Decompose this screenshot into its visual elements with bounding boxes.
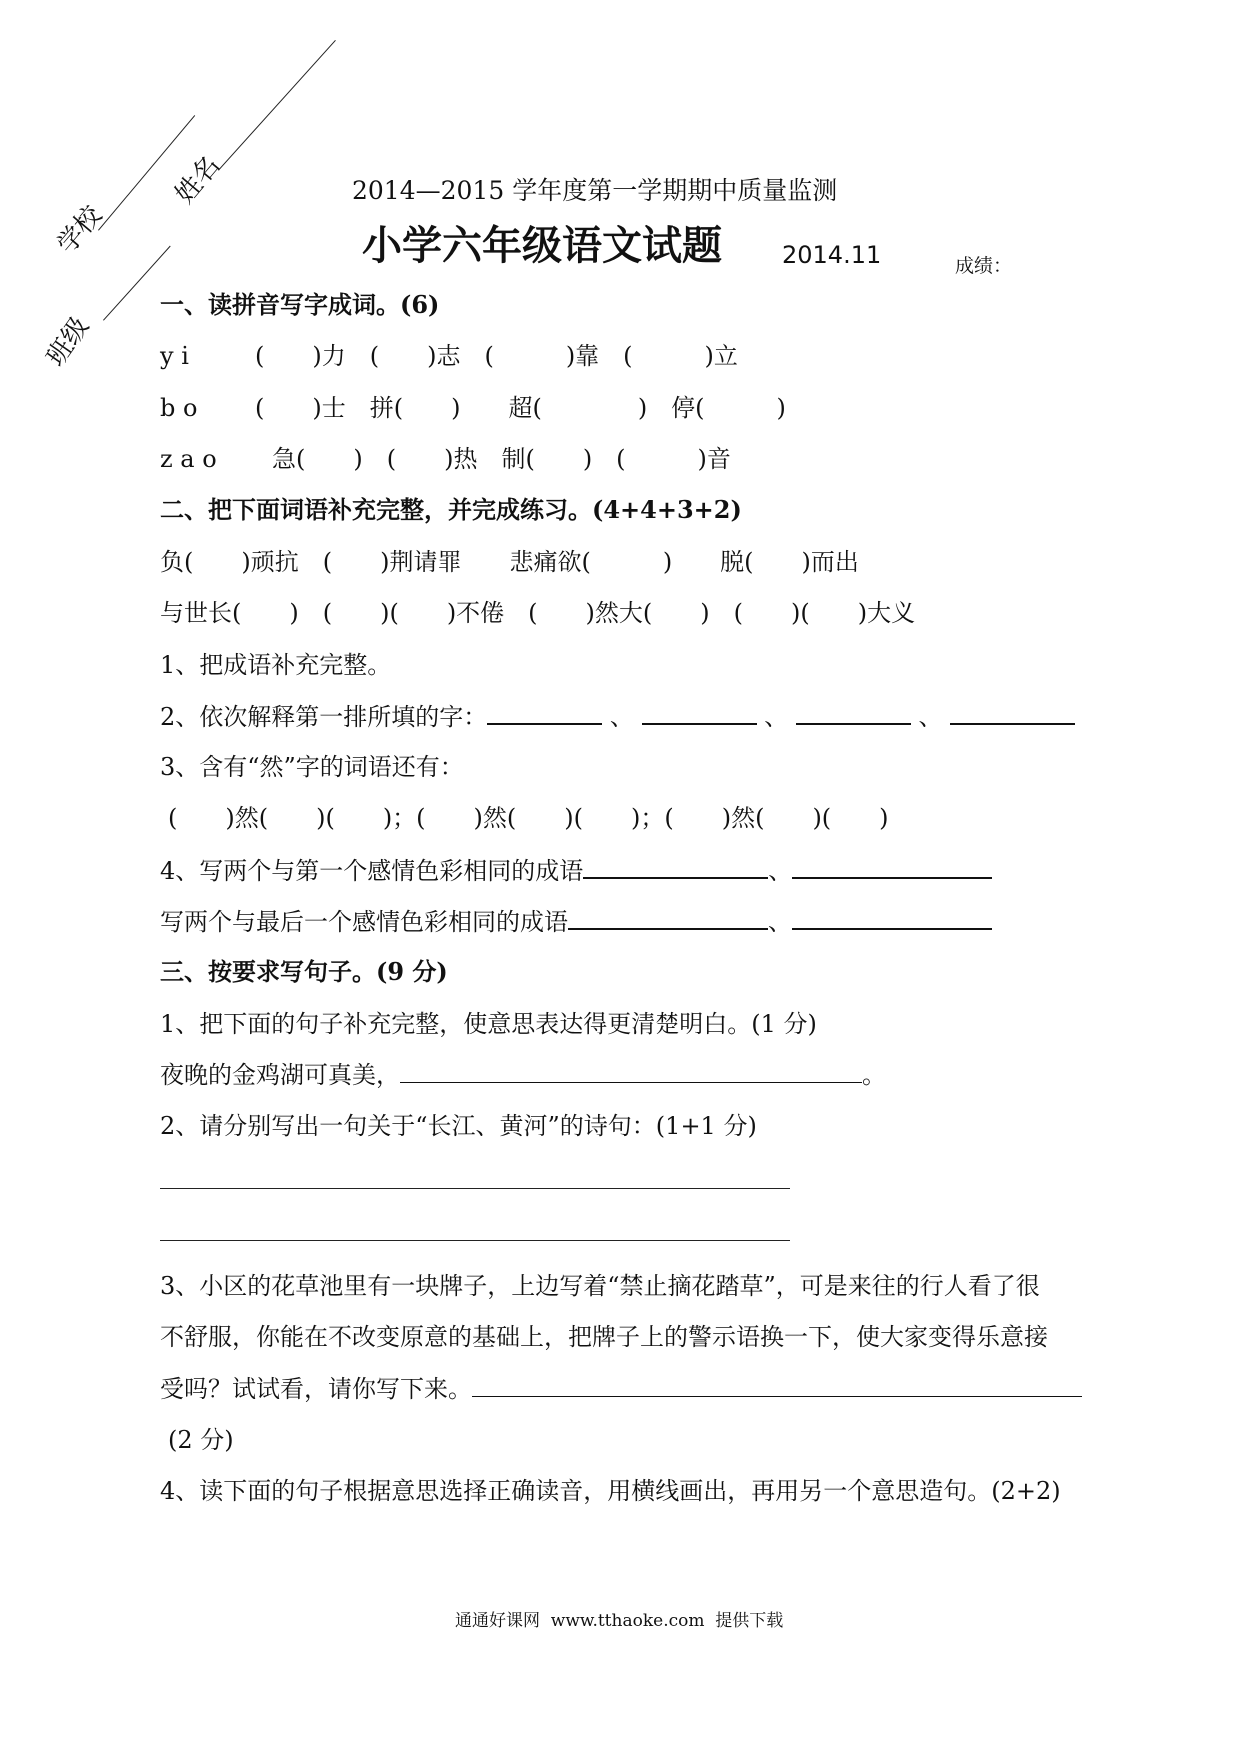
answer-blank[interactable] xyxy=(950,701,1075,725)
answer-blank[interactable] xyxy=(583,855,768,879)
answer-blank[interactable] xyxy=(796,701,911,725)
section3-q1-text: 夜晚的金鸡湖可真美， xyxy=(160,1061,400,1089)
exam-date: 2014.11 xyxy=(782,241,882,269)
separator: 、 xyxy=(764,703,789,731)
separator: 、 xyxy=(768,857,793,885)
pinyin-bo-words: ( )士 拼( ) 超( ) 停( ) xyxy=(255,394,786,422)
footer-text: 通通好课网 www.tthaoke.com 提供下载 xyxy=(455,1611,784,1631)
answer-line-1[interactable] xyxy=(160,1188,790,1189)
answer-blank[interactable] xyxy=(792,855,992,879)
section2-q4b xyxy=(160,906,992,937)
section3-q3-text: 受吗？试试看，请你写下来。 xyxy=(160,1375,472,1403)
pinyin-yi: y i xyxy=(160,342,189,370)
answer-blank[interactable] xyxy=(568,906,768,930)
section3-q2: 2、请分别写出一句关于“长江、黄河”的诗句：(1+1 分) xyxy=(160,1112,757,1140)
pinyin-zao: z a o xyxy=(160,445,217,473)
answer-blank[interactable] xyxy=(472,1374,1082,1397)
period: 。 xyxy=(862,1061,886,1089)
section2-q3-blanks: ( )然( )( )；( )然( )( )；( )然( )( ) xyxy=(168,804,889,832)
pinyin-bo: b o xyxy=(160,394,198,422)
exam-title: 小学六年级语文试题 xyxy=(362,223,722,269)
section2-q2 xyxy=(160,701,1075,732)
separator: 、 xyxy=(768,908,792,936)
answer-blank[interactable] xyxy=(642,701,757,725)
answer-blank[interactable] xyxy=(400,1060,862,1083)
answer-blank[interactable] xyxy=(487,701,602,725)
section3-q3-line3 xyxy=(160,1374,1082,1404)
section3-q3-line2: 不舒服，你能在不改变原意的基础上，把牌子上的警示语换一下，使大家变得乐意接 xyxy=(160,1323,1048,1351)
section2-q2-text: 2、依次解释第一排所填的字： xyxy=(160,703,488,731)
section1-heading: 一、读拼音写字成词。(6) xyxy=(160,290,440,319)
idiom-row-2: 与世长( ) ( )( )不倦 ( )然大( ) ( )( )大义 xyxy=(160,599,916,627)
side-school-label: 学校 xyxy=(51,200,109,260)
answer-blank[interactable] xyxy=(792,906,992,930)
pinyin-yi-words: ( )力 ( )志 ( )靠 ( )立 xyxy=(255,342,738,370)
section3-q1: 1、把下面的句子补充完整，使意思表达得更清楚明白。(1 分) xyxy=(160,1010,817,1038)
side-class-label: 班级 xyxy=(40,312,96,372)
section2-q4a xyxy=(160,855,992,886)
exam-subtitle: 2014—2015 学年度第一学期期中质量监测 xyxy=(352,176,838,205)
separator: 、 xyxy=(609,703,634,731)
section2-q1: 1、把成语补充完整。 xyxy=(160,651,392,679)
section3-q4: 4、读下面的句子根据意思选择正确读音，用横线画出，再用另一个意思造句。(2+2) xyxy=(160,1477,1061,1505)
answer-line-2[interactable] xyxy=(160,1240,790,1241)
idiom-row-1: 负( )顽抗 ( )荆请罪 悲痛欲( ) 脱( )而出 xyxy=(160,548,859,576)
section2-q4a-text: 4、写两个与第一个感情色彩相同的成语 xyxy=(160,857,584,885)
side-line-2 xyxy=(218,40,336,171)
section3-q1-line xyxy=(160,1060,886,1090)
side-name-label: 姓名 xyxy=(169,150,227,210)
score-label: 成绩： xyxy=(955,255,1013,277)
section2-q3: 3、含有“然”字的词语还有： xyxy=(160,753,464,781)
section3-q3-score: (2 分) xyxy=(168,1426,234,1454)
section3-q3-line1: 3、小区的花草池里有一块牌子，上边写着“禁止摘花踏草”，可是来往的行人看了很 xyxy=(160,1272,1040,1300)
section2-q4b-text: 写两个与最后一个感情色彩相同的成语 xyxy=(160,908,568,936)
separator: 、 xyxy=(918,703,943,731)
section3-heading: 三、按要求写句子。(9 分) xyxy=(160,957,448,986)
pinyin-zao-words: 急( ) ( )热 制( ) ( )音 xyxy=(272,445,731,473)
section2-heading: 二、把下面词语补充完整，并完成练习。(4+4+3+2) xyxy=(160,495,742,524)
